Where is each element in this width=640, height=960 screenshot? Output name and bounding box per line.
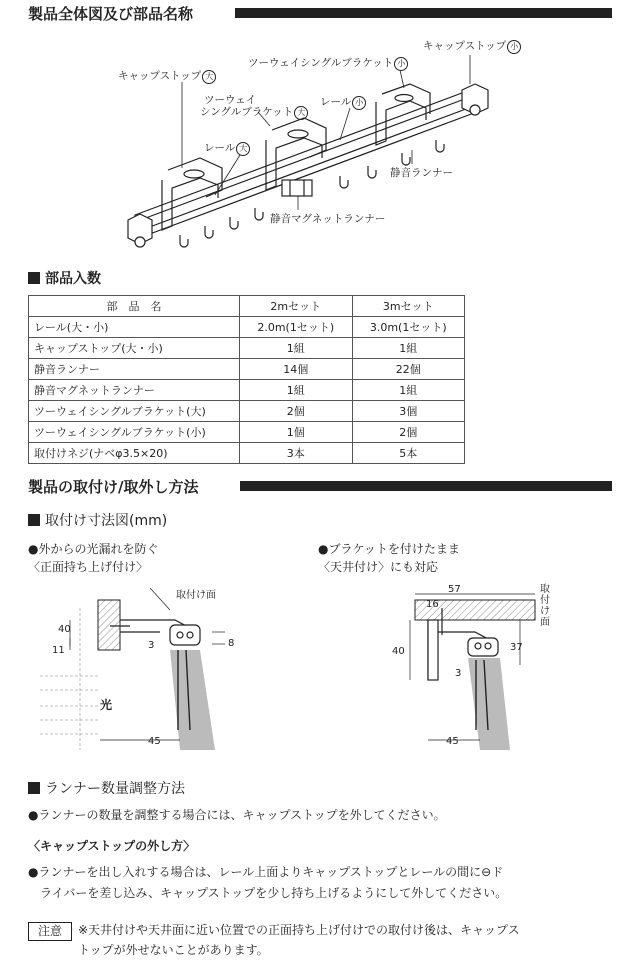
table-cell: 2.0m(1セット) [240, 317, 353, 338]
label-cap-stop-large: キャップストップ 大 [118, 68, 216, 84]
light-label: 光 [100, 698, 113, 712]
label-magnet-runner: 静音マグネットランナー [270, 213, 386, 225]
table-cell: 5本 [352, 443, 465, 464]
table-cell: 14個 [240, 359, 353, 380]
table-cell: 1組 [352, 338, 465, 359]
table-header: 2mセット [240, 296, 353, 317]
dim-11: 11 [52, 645, 65, 656]
label-rail-small: レール 小 [320, 94, 366, 110]
surface-label-vertical: 取付け面 [540, 584, 550, 628]
table-row [29, 359, 465, 380]
note-line-1: ※天井付けや天井面に近い位置での正面持ち上げ付けでの取付け後は、キャップス [78, 923, 520, 937]
table-cell: 3.0m(1セット) [352, 317, 465, 338]
dim-16: 16 [426, 599, 439, 610]
parts-table [28, 295, 465, 464]
dim-3-left: 3 [148, 640, 155, 651]
cap-remove-subtitle: 〈キャップストップの外し方〉 [28, 839, 196, 853]
cap-remove-text-2: ライバーを差し込み、キャップストップを少し持ち上げるようにして外してください。 [28, 886, 508, 900]
label-runner: 静音ランナー [390, 167, 453, 179]
dim-37: 37 [510, 642, 523, 653]
table-cell: 2個 [352, 422, 465, 443]
left-caption-1: ●外からの光漏れを防ぐ [28, 542, 159, 556]
right-caption-2: 〈天井付け〉にも対応 [318, 560, 439, 574]
table-row [29, 338, 465, 359]
table-cell: 3個 [352, 401, 465, 422]
dim-40-left: 40 [58, 624, 71, 635]
table-cell: 取付けネジ(ナベφ3.5×20) [29, 443, 240, 464]
runner-adjust-title: ランナー数量調整方法 [28, 778, 185, 798]
front-mount-diagram [40, 580, 260, 760]
label-cap-stop-small: キャップストップ 小 [423, 38, 521, 54]
section-title-install: 製品の取付け/取外し方法 [28, 478, 199, 496]
label-bracket-small: ツーウェイシングルブラケット 小 [248, 55, 408, 71]
right-caption-1: ●ブラケットを付けたまま [318, 542, 460, 556]
dims-title: 取付け寸法図(mm) [28, 510, 167, 530]
dim-57: 57 [448, 584, 461, 595]
table-cell: ツーウェイシングルブラケット(大) [29, 401, 240, 422]
note-line-2: トップが外せないことがあります。 [78, 943, 269, 957]
table-row [29, 380, 465, 401]
section-title-overview: 製品全体図及び部品名称 [28, 5, 194, 23]
left-caption-2: 〈正面持ち上げ付け〉 [28, 560, 149, 574]
table-cell: レール(大・小) [29, 317, 240, 338]
table-row [29, 317, 465, 338]
table-cell: 1個 [240, 422, 353, 443]
label-bracket-large-2: シングルブラケット 大 [200, 104, 308, 120]
dim-45-right: 45 [446, 736, 459, 747]
table-cell: 22個 [352, 359, 465, 380]
table-header: 部 品 名 [29, 296, 240, 317]
table-header-row [29, 296, 465, 317]
ceiling-mount-diagram [400, 590, 540, 760]
table-cell: 1組 [240, 380, 353, 401]
table-row [29, 401, 465, 422]
table-cell: 静音マグネットランナー [29, 380, 240, 401]
note-label: 注意 [28, 922, 72, 941]
table-row [29, 422, 465, 443]
surface-label: 取付け面 [176, 590, 216, 601]
table-row [29, 443, 465, 464]
dim-3-right: 3 [455, 668, 462, 679]
note-text [78, 920, 618, 960]
table-header: 3mセット [352, 296, 465, 317]
label-bracket-large-1: ツーウェイ [204, 94, 257, 106]
dim-45-left: 45 [148, 736, 161, 747]
dim-8: 8 [228, 638, 235, 649]
runner-adjust-text: ●ランナーの数量を調整する場合には、キャップストップを外してください。 [28, 808, 446, 822]
table-cell: キャップストップ(大・小) [29, 338, 240, 359]
table-cell: 1組 [352, 380, 465, 401]
table-cell: ツーウェイシングルブラケット(小) [29, 422, 240, 443]
section-bar [235, 8, 612, 18]
table-cell: 3本 [240, 443, 353, 464]
dim-40-right: 40 [392, 646, 405, 657]
table-cell: 静音ランナー [29, 359, 240, 380]
section-bar [240, 481, 612, 491]
cap-remove-text-1: ●ランナーを出し入れする場合は、レール上面よりキャップストップとレールの間に⊖ド [28, 865, 504, 879]
table-cell: 1組 [240, 338, 353, 359]
parts-title: 部品入数 [28, 268, 101, 288]
table-cell: 2個 [240, 401, 353, 422]
label-rail-large: レール 大 [204, 140, 250, 156]
